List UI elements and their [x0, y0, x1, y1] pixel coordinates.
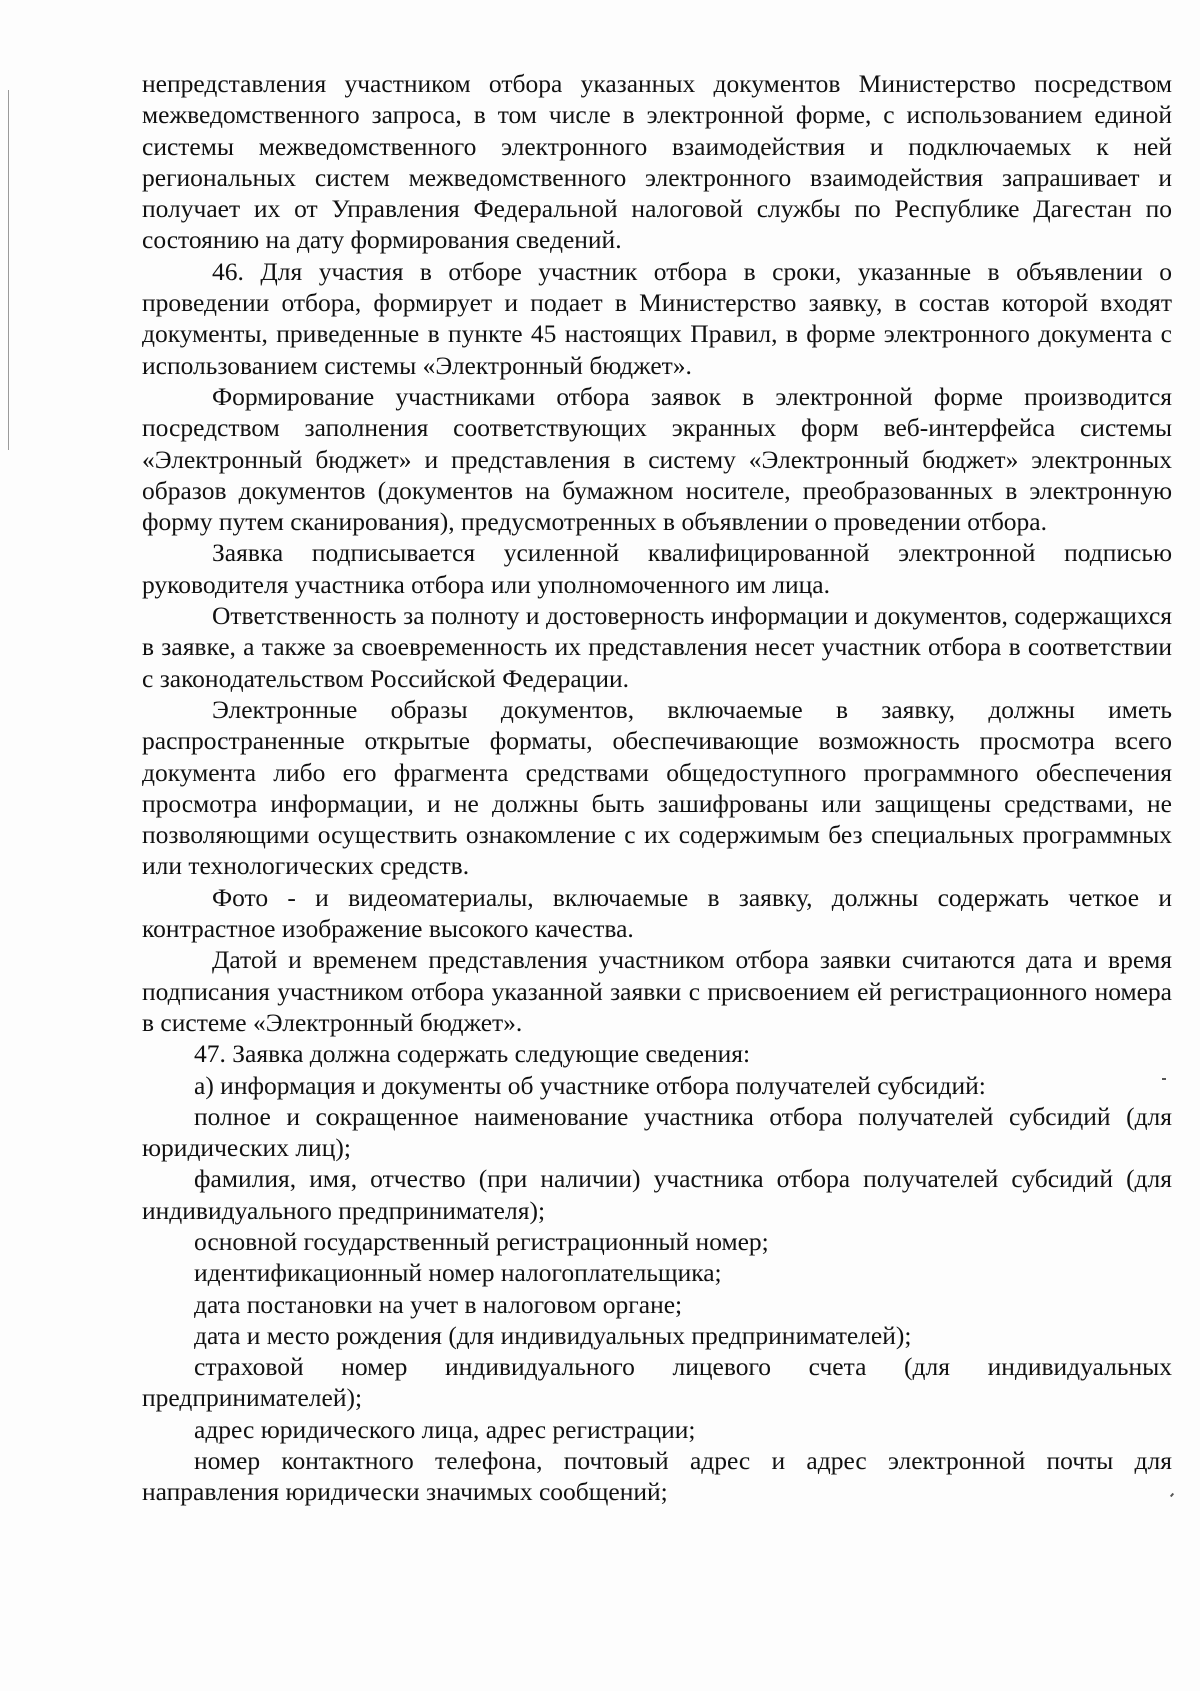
list-item: основной государственный регистрационный номер; — [194, 1226, 769, 1256]
list-item: полное и сокращенное наименование участника отбора получателей субсидий (для юридических лиц); — [142, 1101, 1172, 1163]
document-page — [142, 68, 1172, 1508]
paragraph: Заявка подписывается усиленной квалифицированной электронной подписью руководителя участника отбора или уполномоченного им лица. — [142, 538, 1172, 599]
paragraph-item-47: 47. Заявка должна содержать следующие сведения: — [194, 1039, 751, 1069]
list-item: дата и место рождения (для индивидуальных предпринимателей); — [194, 1320, 912, 1350]
paragraph: Электронные образы документов, включаемые в заявку, должны иметь распространенные открытые форматы, обеспечивающие возможность просмотра всего документа либо его фрагмента средствами общедоступного программного обеспечения просмотра информации, и не должны быть зашифрованы или защищены средствами, не позволяющими осуществить ознакомление с их содержимым без специальных программных или технологических средств. — [142, 694, 1172, 881]
list-item: а) информация и документы об участнике отбора получателей субсидий: — [194, 1070, 986, 1100]
list-item: фамилия, имя, отчество (при наличии) участника отбора получателей субсидий (для индивидуального предпринимателя); — [142, 1164, 1172, 1225]
paragraph: Фото - и видеоматериалы, включаемые в заявку, должны содержать четкое и контрастное изображение высокого качества. — [142, 882, 1172, 944]
list-item: идентификационный номер налогоплательщика; — [194, 1258, 722, 1288]
paragraph: Ответственность за полноту и достоверность информации и документов, содержащихся в заявке, а также за своевременность их представления несет участник отбора в соответствии с законодательством Российской Федерации. — [142, 601, 1172, 693]
paragraph: непредставления участником отбора указанных документов Министерство посредством межведомственного запроса, в том числе в электронной форме, с использованием единой системы межведомственного электронного взаимодействия и подключаемых к ней региональных систем межведомственного электронного взаимодействия запрашивает и получает их от Управления Федеральной налоговой службы по Республике Дагестан по состоянию на дату формирования сведений. — [142, 69, 1172, 255]
list-item: адрес юридического лица, адрес регистрации; — [194, 1414, 696, 1444]
paragraph: Датой и временем представления участником отбора заявки считаются дата и время подписания участником отбора указанной заявки с присвоением ей регистрационного номера в системе «Электронный бюджет». — [142, 945, 1172, 1037]
scan-margin-line — [8, 90, 9, 450]
paragraph: Формирование участниками отбора заявок в электронной форме производится посредством заполнения соответствующих экранных форм веб-интерфейса системы «Электронный бюджет» и представления в систему «Электронный бюджет» электронных образов документов (документов на бумажном носителе, преобразованных в электронную форму путем сканирования), предусмотренных в объявлении о проведении отбора. — [142, 381, 1172, 537]
list-item: дата постановки на учет в налоговом органе; — [194, 1289, 683, 1319]
paragraph-item-46: 46. Для участия в отборе участник отбора в сроки, указанные в объявлении о проведении отбора, формирует и подает в Министерство заявку, в состав которой входят документы, приведенные в пункте 45 настоящих Правил, в форме электронного документа с использованием системы «Электронный бюджет». — [142, 256, 1172, 380]
list-item: номер контактного телефона, почтовый адрес и адрес электронной почты для направления юридически значимых сообщений; — [142, 1446, 1172, 1507]
list-item: страховой номер индивидуального лицевого счета (для индивидуальных предпринимателей); — [142, 1352, 1172, 1413]
